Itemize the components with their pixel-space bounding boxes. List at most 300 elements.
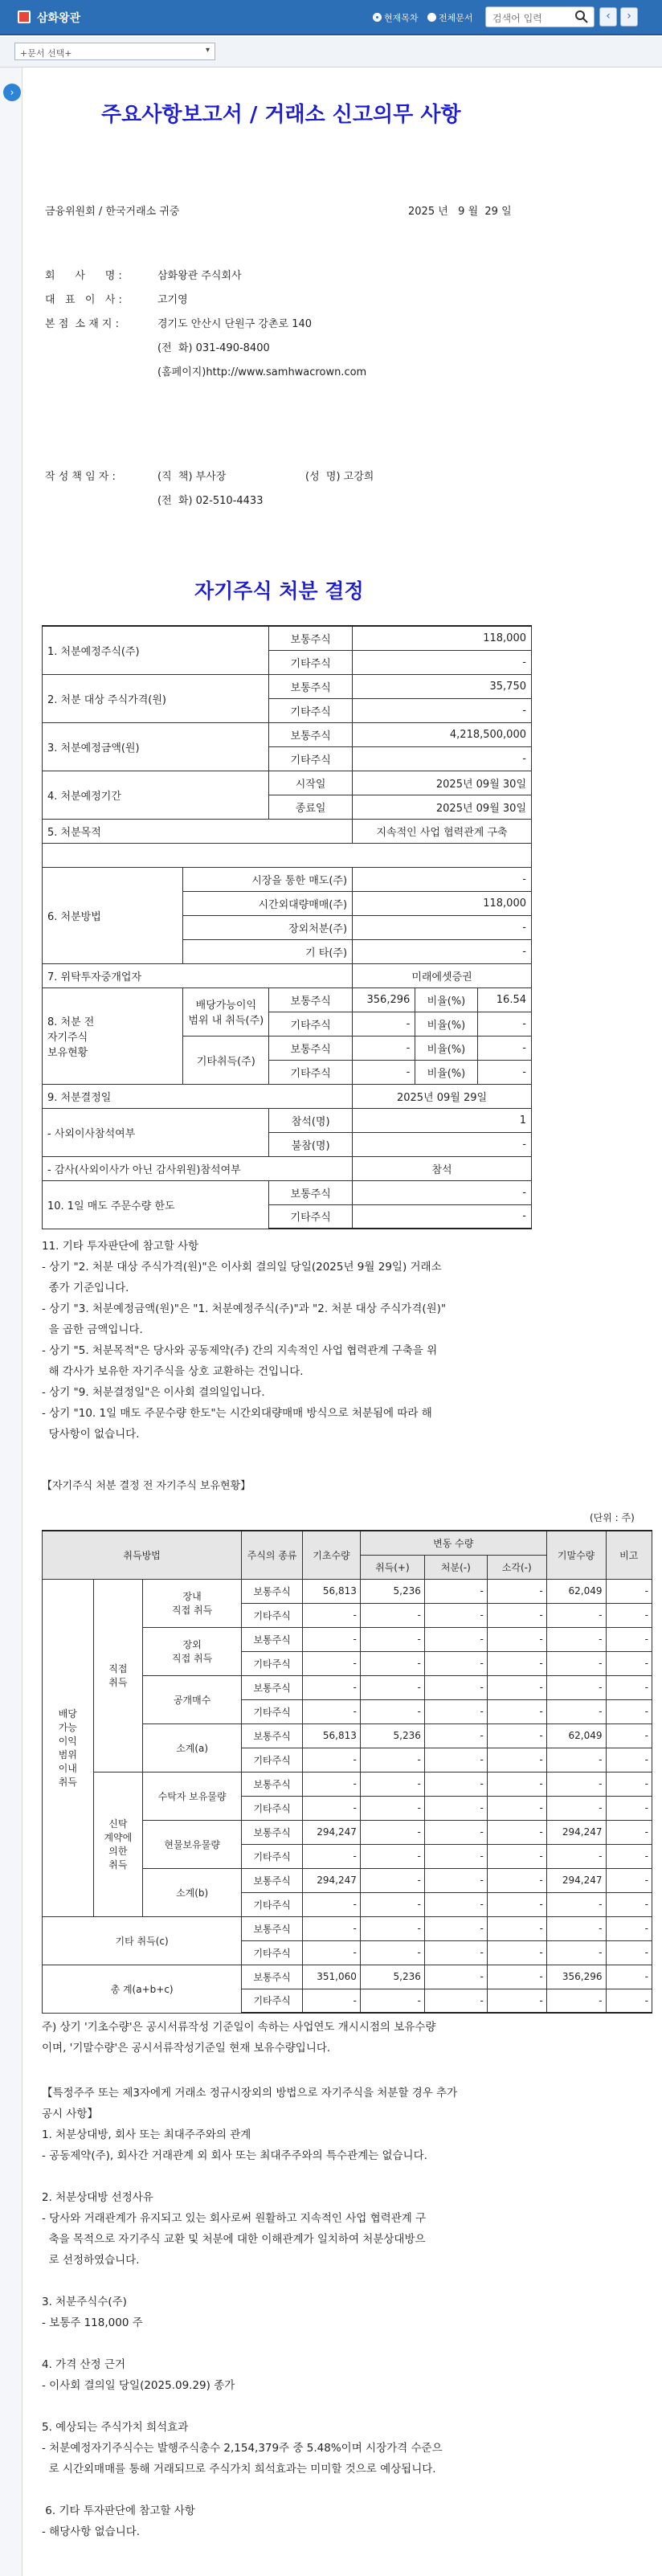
table-cell: [183, 987, 269, 1036]
scope-all-radio[interactable]: [427, 11, 473, 24]
table-cell: [43, 843, 532, 867]
table-cell: -: [353, 915, 532, 939]
table-cell: [143, 1627, 242, 1675]
table-cell: 처분(-): [424, 1555, 487, 1579]
cell-line: 소계(b): [176, 1887, 209, 1899]
table-cell: -: [360, 1989, 424, 2013]
app-logo-icon: [18, 10, 31, 23]
table-cell: -: [606, 1603, 652, 1627]
search-icon[interactable]: [574, 9, 590, 25]
table-cell: 비율(%): [415, 1012, 477, 1036]
table-cell: -: [487, 1892, 546, 1916]
table-cell: 기타주식: [242, 1989, 303, 2013]
document-select-value: +문서 선택+: [20, 48, 72, 59]
table-cell: -: [477, 1060, 531, 1084]
table-cell: 보통주식: [269, 1180, 353, 1204]
expand-sidebar-button[interactable]: [3, 84, 21, 101]
table-cell: 보통주식: [242, 1723, 303, 1748]
table-cell: 5,236: [360, 1965, 424, 1989]
table-cell: 보통주식: [242, 1772, 303, 1796]
holdings-title: 【자기주식 처분 결정 전 자기주식 보유현황】: [42, 1480, 251, 1492]
table-cell: 지속적인 사업 협력관계 구축: [353, 819, 532, 843]
table-row: [43, 626, 532, 650]
table-cell: -: [546, 1940, 606, 1965]
doc-title: 주요사항보고서 / 거래소 신고의무 사항: [101, 103, 461, 127]
table-cell: 기초수량: [303, 1531, 361, 1579]
table-cell: 기타주식: [269, 1204, 353, 1229]
table-cell: 기타주식: [242, 1796, 303, 1820]
table-cell: -: [353, 867, 532, 891]
table-cell: -: [606, 1892, 652, 1916]
table-cell: 기타주식: [242, 1748, 303, 1772]
table-cell: 시장을 통한 매도(주): [183, 867, 353, 891]
table-cell: -: [546, 1748, 606, 1772]
special-line: [42, 2480, 457, 2500]
table-cell: 5,236: [360, 1723, 424, 1748]
special-line: 5. 예상되는 주식가치 희석효과: [42, 2421, 189, 2434]
table-row: [43, 1156, 532, 1180]
table-cell: 기말수량: [546, 1531, 606, 1579]
top-bar: [0, 0, 662, 35]
cell-line: 소계(a): [176, 1742, 209, 1754]
info-label: 대 표 이 사 :: [45, 294, 122, 306]
table-cell: -: [303, 1772, 361, 1796]
info-value: 고기영: [157, 294, 188, 306]
special-line: [42, 2396, 457, 2417]
table-cell: [43, 1916, 242, 1965]
section-title: 자기주식 처분 결정: [194, 579, 364, 603]
table-cell: 356,296: [546, 1965, 606, 1989]
radio-selected-icon: [373, 13, 382, 22]
table-cell: -: [606, 1796, 652, 1820]
cell-line: 신탁: [108, 1818, 128, 1830]
table-cell: 기타취득(주): [183, 1036, 269, 1084]
table-row: [43, 722, 532, 746]
table-cell: -: [606, 1772, 652, 1796]
table-cell: 불참(명): [269, 1132, 353, 1156]
table-cell: -: [424, 1940, 487, 1965]
table-cell: 보통주식: [242, 1965, 303, 1989]
table-cell: - 감사(사외이사가 아닌 감사위원)참석여부: [43, 1156, 353, 1180]
table-cell: 2. 처분 대상 주식가격(원): [43, 674, 269, 722]
table-cell: 보통주식: [269, 1036, 353, 1060]
special-line: - 당사와 거래관계가 유지되고 있는 회사로써 원활하고 지속적인 사업 협력관계 구: [42, 2212, 427, 2225]
cell-line: 범위: [58, 1749, 77, 1760]
note-line: - 상기 "9. 처분결정일"은 이사회 결의일입니다.: [42, 1386, 265, 1399]
search-input[interactable]: 검색어 입력: [485, 6, 595, 27]
writer-phone: (전 화) 02-510-4433: [157, 495, 264, 507]
table-cell: -: [424, 1916, 487, 1940]
table-cell: -: [303, 1651, 361, 1675]
table-cell: 장외처분(주): [183, 915, 353, 939]
table-cell: 기 타(주): [183, 939, 353, 963]
table-cell: 기타주식: [242, 1603, 303, 1627]
table-row: [43, 987, 532, 1012]
cell-line: 직접 취득: [172, 1653, 213, 1664]
table-cell: -: [546, 1892, 606, 1916]
table-cell: -: [303, 1627, 361, 1651]
table-cell: [43, 1965, 242, 2013]
special-line: - 해당사항 없습니다.: [42, 2525, 141, 2538]
table-cell: -: [487, 1940, 546, 1965]
table-row: [43, 1965, 652, 1989]
table-cell: 7. 위탁투자중개업자: [43, 963, 353, 987]
table-cell: -: [424, 1796, 487, 1820]
side-panel: [0, 67, 22, 2576]
table-cell: [143, 1868, 242, 1916]
table-cell: -: [487, 1772, 546, 1796]
table-cell: 참석(명): [269, 1108, 353, 1132]
note-line: - 상기 "2. 처분 대상 주식가격(원)"은 이사회 결의일 당일(2025년 9월 29일) 거래소: [42, 1261, 442, 1274]
table-cell: 취득(+): [360, 1555, 424, 1579]
table-cell: 56,813: [303, 1579, 361, 1603]
toolbar: [0, 37, 662, 67]
table-cell: 보통주식: [269, 722, 353, 746]
recipient: 금융위원회 / 한국거래소 귀중: [45, 206, 180, 218]
table-cell: -: [303, 1796, 361, 1820]
table-row: [43, 1531, 652, 1555]
prev-result-button[interactable]: [599, 7, 617, 27]
notes-11: [42, 1236, 446, 1445]
table-cell: - 사외이사참석여부: [43, 1108, 269, 1156]
table-cell: -: [360, 1772, 424, 1796]
table-cell: -: [487, 1796, 546, 1820]
table-row: [43, 843, 532, 867]
special-line: - 보통주 118,000 주: [42, 2316, 143, 2329]
table-cell: -: [424, 1723, 487, 1748]
special-line: 2. 처분상대방 선정사유: [42, 2191, 153, 2204]
table-row: [43, 963, 532, 987]
table-row: [43, 867, 532, 891]
table-cell: -: [360, 1627, 424, 1651]
info-label: 본 점 소 재 지 :: [45, 318, 119, 330]
table-cell: -: [487, 1603, 546, 1627]
table-cell: 16.54: [477, 987, 531, 1012]
note-line: 11. 기타 투자판단에 참고할 사항: [42, 1240, 199, 1253]
table-cell: 62,049: [546, 1579, 606, 1603]
table-cell: -: [546, 1916, 606, 1940]
table-cell: -: [424, 1627, 487, 1651]
disposal-table: [42, 625, 532, 1229]
next-result-button[interactable]: [620, 7, 638, 27]
table-cell: [143, 1820, 242, 1868]
table-cell: -: [546, 1989, 606, 2013]
table-cell: 3. 처분예정금액(원): [43, 722, 269, 771]
table-cell: -: [424, 1868, 487, 1892]
writer-position: (직 책) 부사장: [157, 471, 227, 483]
table-cell: [143, 1675, 242, 1723]
table-cell: 56,813: [303, 1723, 361, 1748]
scope-current-radio[interactable]: [373, 11, 419, 24]
table-cell: 1. 처분예정주식(주): [43, 626, 269, 674]
range-label-line: 배당가능이익: [195, 1000, 257, 1012]
table-cell: -: [487, 1651, 546, 1675]
note-line: 을 곱한 금액입니다.: [42, 1323, 143, 1336]
table-cell: -: [360, 1603, 424, 1627]
table-cell: -: [360, 1892, 424, 1916]
special-line: [42, 2271, 457, 2292]
table-cell: 보통주식: [242, 1868, 303, 1892]
holdings-label-line: 보유현황: [47, 1046, 88, 1059]
table-cell: 종료일: [269, 795, 353, 819]
table-cell: -: [546, 1627, 606, 1651]
table-cell: -: [606, 1627, 652, 1651]
table-row: [43, 819, 532, 843]
table-row: [43, 1916, 652, 1940]
special-line: - 처분예정자기주식수는 발행주식총수 2,154,379주 중 5.48%이며 시장가격 수준으: [42, 2442, 443, 2455]
scope-all-label: 전체문서: [439, 13, 473, 23]
table-cell: -: [360, 1796, 424, 1820]
table-cell: -: [303, 1844, 361, 1868]
table-cell: 취득방법: [43, 1531, 242, 1579]
table-cell: -: [487, 1965, 546, 1989]
table-cell: -: [424, 1675, 487, 1699]
table-cell: -: [353, 746, 532, 771]
table-cell: -: [303, 1675, 361, 1699]
table-cell: 비율(%): [415, 987, 477, 1012]
info-value: 삼화왕관 주식회사: [157, 270, 242, 282]
table-row: [43, 771, 532, 795]
table-cell: -: [487, 1989, 546, 2013]
table-cell: -: [353, 1180, 532, 1204]
table-cell: -: [606, 1820, 652, 1844]
table-cell: -: [606, 1748, 652, 1772]
table-cell: -: [353, 650, 532, 674]
table-cell: -: [360, 1820, 424, 1844]
table-cell: 118,000: [353, 626, 532, 650]
table-cell: 62,049: [546, 1723, 606, 1748]
table-cell: 10. 1일 매도 주문수량 한도: [43, 1180, 269, 1229]
cell-line: 이내: [58, 1763, 77, 1774]
table-cell: -: [546, 1772, 606, 1796]
special-line: 4. 가격 산정 근거: [42, 2358, 125, 2371]
table-cell: 시작일: [269, 771, 353, 795]
cell-line: 현물보유물량: [164, 1838, 220, 1850]
table-cell: 보통주식: [269, 987, 353, 1012]
table-cell: -: [303, 1603, 361, 1627]
table-cell: 기타주식: [269, 650, 353, 674]
table-cell: 기타주식: [269, 1012, 353, 1036]
table-cell: 5,236: [360, 1579, 424, 1603]
writer-label: 작 성 책 임 자 :: [45, 471, 116, 483]
table-cell: [143, 1579, 242, 1627]
table-cell: 2025년 09월 30일: [353, 795, 532, 819]
special-line: 【특정주주 또는 제3자에게 거래소 정규시장외의 방법으로 자기주식을 처분할 경우 추가: [42, 2087, 458, 2100]
cell-line: 가능: [58, 1722, 77, 1733]
table-cell: [93, 1579, 143, 1772]
cell-line: 취득: [58, 1777, 77, 1788]
table-cell: -: [606, 1868, 652, 1892]
table-row: [43, 1772, 652, 1796]
table-cell: -: [546, 1603, 606, 1627]
range-label-line: 범위 내 취득(주): [188, 1015, 264, 1027]
holdings-table: [42, 1530, 652, 2014]
table-cell: -: [606, 1579, 652, 1603]
table-cell: 2025년 09월 30일: [353, 771, 532, 795]
special-line: 공시 사항】: [42, 2108, 98, 2120]
table-row: [43, 1108, 532, 1132]
cell-line: 직접: [108, 1663, 128, 1674]
table-cell: -: [424, 1772, 487, 1796]
table-cell: 참석: [353, 1156, 532, 1180]
cell-line: 취득: [108, 1859, 128, 1871]
table-row: [43, 674, 532, 698]
table-cell: -: [360, 1699, 424, 1723]
table-cell: -: [606, 1723, 652, 1748]
table-cell: -: [424, 1748, 487, 1772]
holdings-label-line: 8. 처분 전: [47, 1016, 95, 1028]
special-line: 로 시간외매매를 통해 거래되므로 주식가치 희석효과는 미미할 것으로 예상됩니다.: [42, 2463, 436, 2476]
table-cell: -: [303, 1940, 361, 1965]
table-cell: -: [424, 1579, 487, 1603]
table-cell: -: [487, 1699, 546, 1723]
table-cell: 1: [353, 1108, 532, 1132]
special-line: [42, 2333, 457, 2354]
writer-name: (성 명) 고강희: [305, 471, 374, 483]
table-cell: -: [487, 1627, 546, 1651]
table-cell: -: [477, 1036, 531, 1060]
table-cell: 주식의 종류: [242, 1531, 303, 1579]
table-cell: -: [487, 1748, 546, 1772]
table-cell: 기타주식: [242, 1699, 303, 1723]
cell-line: 총 계(a+b+c): [110, 1983, 174, 1995]
table-cell: [143, 1772, 242, 1820]
table-cell: -: [353, 1132, 532, 1156]
cell-line: 장외: [182, 1639, 202, 1650]
table-cell: 보통주식: [242, 1820, 303, 1844]
table-cell: [93, 1772, 143, 1916]
table-cell: -: [606, 1940, 652, 1965]
chevron-right-icon: ›: [627, 10, 631, 22]
table-cell: 356,296: [353, 987, 415, 1012]
table-cell: 118,000: [353, 891, 532, 915]
table-cell: 보통주식: [269, 674, 353, 698]
table-cell: 기타주식: [269, 698, 353, 722]
table-cell: -: [303, 1989, 361, 2013]
table-cell: 기타주식: [242, 1844, 303, 1868]
cell-line: 장내: [182, 1591, 202, 1602]
table-cell: -: [360, 1916, 424, 1940]
unit-label: (단위 : 주): [590, 1512, 635, 1523]
table-cell: -: [424, 1820, 487, 1844]
document-body: [22, 67, 662, 2576]
table-row: [43, 1579, 652, 1603]
table-cell: 기타주식: [242, 1940, 303, 1965]
table-cell: -: [546, 1699, 606, 1723]
table-cell: -: [606, 1699, 652, 1723]
table-cell: -: [360, 1844, 424, 1868]
special-line: 로 선정하였습니다.: [42, 2254, 140, 2267]
holdings-footnote: [42, 2017, 435, 2059]
table-cell: 미래에셋증권: [353, 963, 532, 987]
table-cell: [143, 1723, 242, 1772]
table-cell: 6. 처분방법: [43, 867, 183, 963]
report-date: 2025 년 9 월 29 일: [408, 206, 512, 218]
table-cell: 5. 처분목적: [43, 819, 353, 843]
note-line: - 상기 "5. 처분목적"은 당사와 공동제약(주) 간의 지속적인 사업 협력관계 구축을 위: [42, 1344, 438, 1357]
info-value: (홈페이지)http://www.samhwacrown.com: [157, 366, 367, 378]
special-line: - 이사회 결의일 당일(2025.09.29) 종가: [42, 2379, 235, 2392]
table-cell: -: [303, 1748, 361, 1772]
info-value: 경기도 안산시 단원구 강촌로 140: [157, 318, 313, 330]
footnote-line: 주) 상기 '기초수량'은 공시서류작성 기준일이 속하는 사업연도 개시시점의 보유수량: [42, 2021, 436, 2034]
table-cell: [43, 1579, 94, 1916]
table-cell: -: [546, 1651, 606, 1675]
special-line: 3. 처분주식수(주): [42, 2296, 127, 2308]
cell-line: 수탁자 보유물량: [157, 1790, 227, 1802]
cell-line: 이익: [58, 1736, 77, 1747]
table-cell: -: [360, 1748, 424, 1772]
table-cell: -: [546, 1675, 606, 1699]
special-line: 6. 기타 투자판단에 참고할 사항: [42, 2504, 195, 2517]
cell-line: 기타 취득(c): [115, 1935, 169, 1947]
table-cell: -: [546, 1844, 606, 1868]
scope-current-label: 현재목차: [384, 13, 419, 23]
info-value: (전 화) 031-490-8400: [157, 342, 270, 354]
table-cell: -: [360, 1868, 424, 1892]
note-line: 해 각사가 보유한 자기주식을 상호 교환하는 건입니다.: [42, 1365, 304, 1378]
document-select[interactable]: [14, 43, 215, 60]
table-cell: -: [424, 1844, 487, 1868]
table-cell: 기타주식: [242, 1892, 303, 1916]
table-cell: -: [353, 1060, 415, 1084]
table-cell: -: [303, 1892, 361, 1916]
table-cell: 보통주식: [242, 1916, 303, 1940]
table-cell: -: [353, 1036, 415, 1060]
chevron-left-icon: ‹: [606, 10, 611, 22]
cell-line: 직접 취득: [172, 1605, 213, 1616]
table-cell: [43, 987, 183, 1084]
table-cell: -: [424, 1651, 487, 1675]
cell-line: 배당: [58, 1708, 77, 1719]
table-cell: -: [424, 1965, 487, 1989]
footnote-line: 이며, '기말수량'은 공시서류작성기준일 현재 보유수량입니다.: [42, 2042, 331, 2055]
info-label: 회 사 명 :: [45, 270, 122, 282]
table-cell: 294,247: [546, 1820, 606, 1844]
table-cell: 소각(-): [487, 1555, 546, 1579]
radio-unselected-icon: [427, 13, 436, 22]
table-cell: -: [606, 1844, 652, 1868]
table-cell: 294,247: [303, 1820, 361, 1844]
holdings-label-line: 자기주식: [47, 1031, 88, 1044]
table-cell: 35,750: [353, 674, 532, 698]
special-line: 1. 처분상대방, 회사 또는 최대주주와의 관계: [42, 2128, 251, 2141]
table-cell: -: [424, 1603, 487, 1627]
table-cell: -: [606, 1651, 652, 1675]
table-cell: -: [353, 1204, 532, 1229]
table-cell: 4,218,500,000: [353, 722, 532, 746]
special-line: 축을 목적으로 자기주식 교환 및 처분에 대한 이해관계가 일치하여 처분상대방으: [42, 2233, 426, 2246]
app-title: 삼화왕관: [37, 12, 81, 25]
table-cell: 294,247: [303, 1868, 361, 1892]
table-cell: -: [360, 1651, 424, 1675]
chevron-right-icon: ›: [10, 87, 14, 98]
table-row: [43, 1084, 532, 1108]
note-line: 당사항이 없습니다.: [42, 1428, 140, 1441]
table-cell: -: [353, 698, 532, 722]
table-cell: -: [303, 1916, 361, 1940]
table-cell: 비율(%): [415, 1036, 477, 1060]
table-cell: 비고: [606, 1531, 652, 1579]
table-cell: -: [606, 1965, 652, 1989]
table-cell: -: [424, 1989, 487, 2013]
table-cell: 변동 수량: [360, 1531, 546, 1555]
table-cell: 비율(%): [415, 1060, 477, 1084]
table-cell: -: [360, 1675, 424, 1699]
table-cell: 보통주식: [242, 1579, 303, 1603]
cell-line: 계약에: [104, 1832, 133, 1843]
table-cell: -: [606, 1675, 652, 1699]
